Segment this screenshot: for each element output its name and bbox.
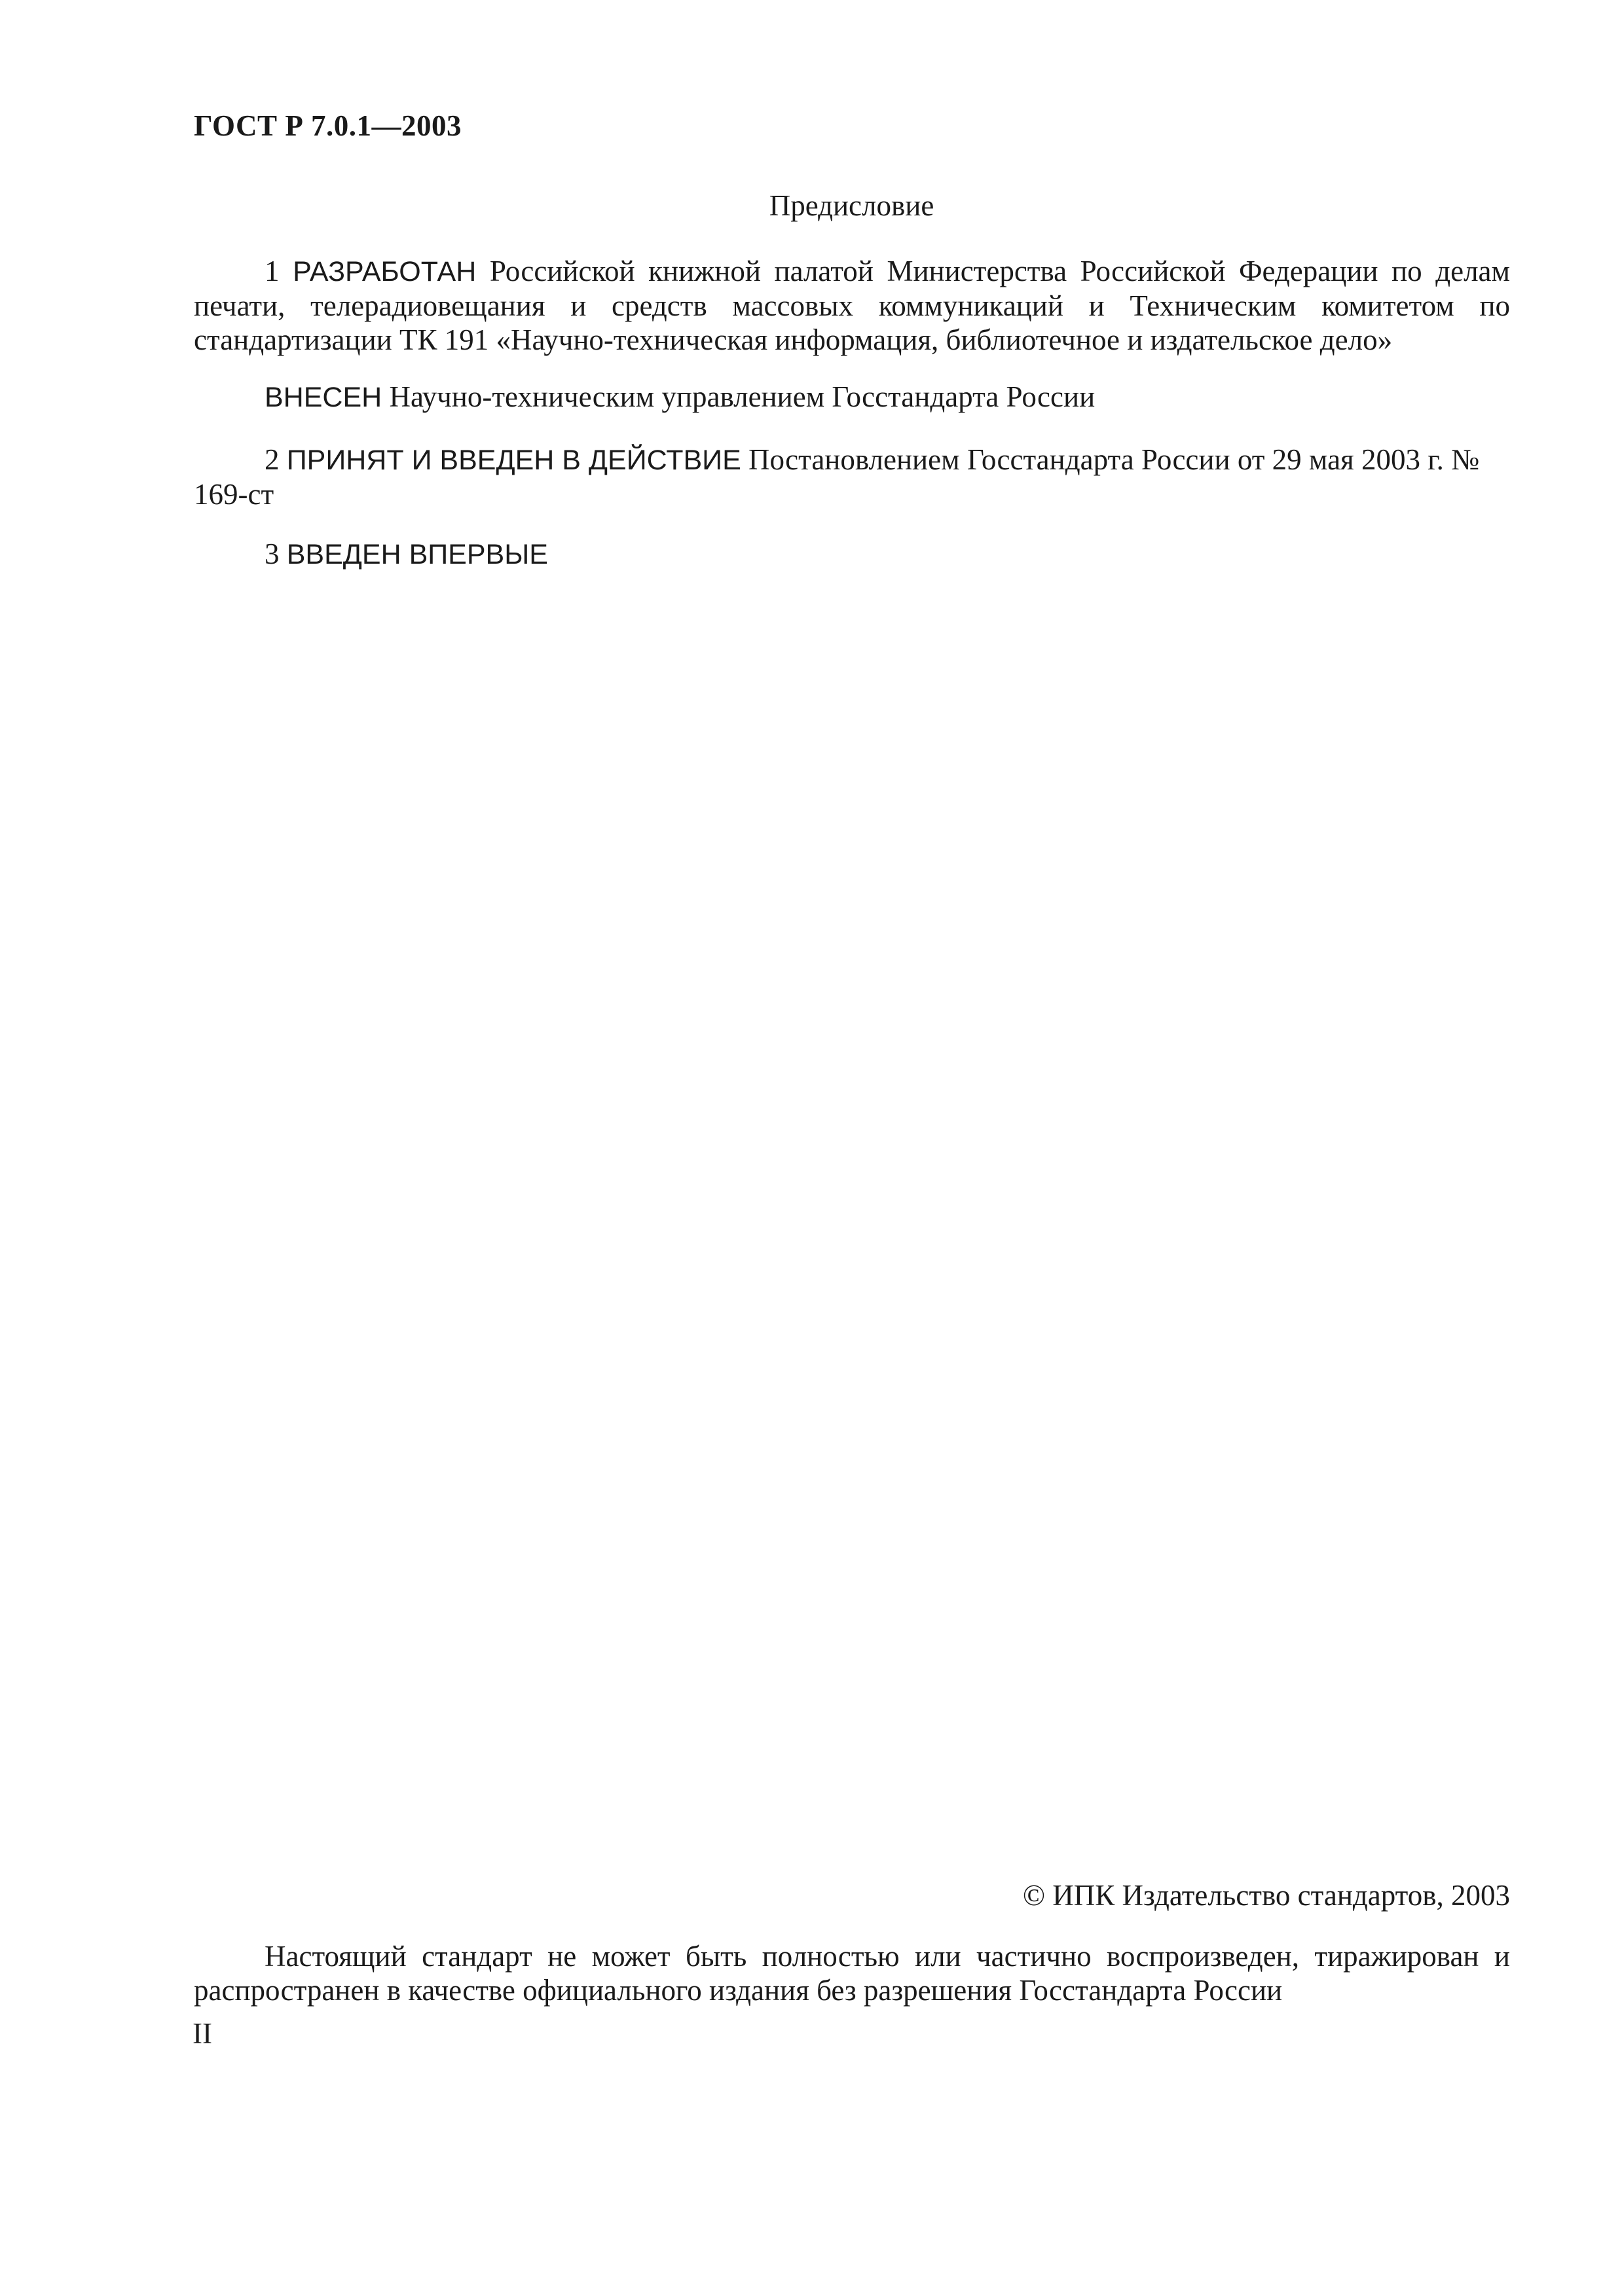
preface-title: Предисловие xyxy=(769,189,934,222)
reproduction-notice: Настоящий стандарт не может быть полностью или частично воспроизведен, тиражирован и распространен в качестве официального издания без разрешения Госстандарта России xyxy=(194,1940,1510,2007)
preface-item-submitted xyxy=(194,380,1510,414)
item-label-first-introduced: ВВЕДЕН ВПЕРВЫЕ xyxy=(286,539,548,570)
item-number: 3 xyxy=(265,538,287,570)
document-code-header: ГОСТ Р 7.0.1—2003 xyxy=(194,109,462,142)
item-label-adopted: ПРИНЯТ И ВВЕДЕН В ДЕЙСТВИЕ xyxy=(286,445,741,476)
preface-item-first-introduced xyxy=(194,537,1510,572)
item-text-developed: Российской книжной палатой Министерства Российской Федерации по делам печати, телерадиовещания и средств массовых коммуникаций и Техническим комитетом по стандартизации ТК 191 «Научно-техническая информация, библиотечное и издательское дело» xyxy=(194,255,1510,356)
item-number: 2 xyxy=(265,443,287,476)
item-number: 1 xyxy=(265,255,293,287)
copyright-line: © ИПК Издательство стандартов, 2003 xyxy=(1022,1879,1510,1912)
item-label-submitted: ВНЕСЕН xyxy=(265,382,382,413)
item-text-adopted: Постановлением Госстандарта России от 29 мая 2003 г. № 169-ст xyxy=(194,443,1480,511)
item-label-developed: РАЗРАБОТАН xyxy=(293,256,477,287)
page-number: II xyxy=(193,2017,212,2050)
item-text-submitted: Научно-техническим управлением Госстандарта России xyxy=(382,380,1096,413)
preface-item-developed xyxy=(194,254,1510,357)
preface-item-adopted xyxy=(194,443,1510,511)
